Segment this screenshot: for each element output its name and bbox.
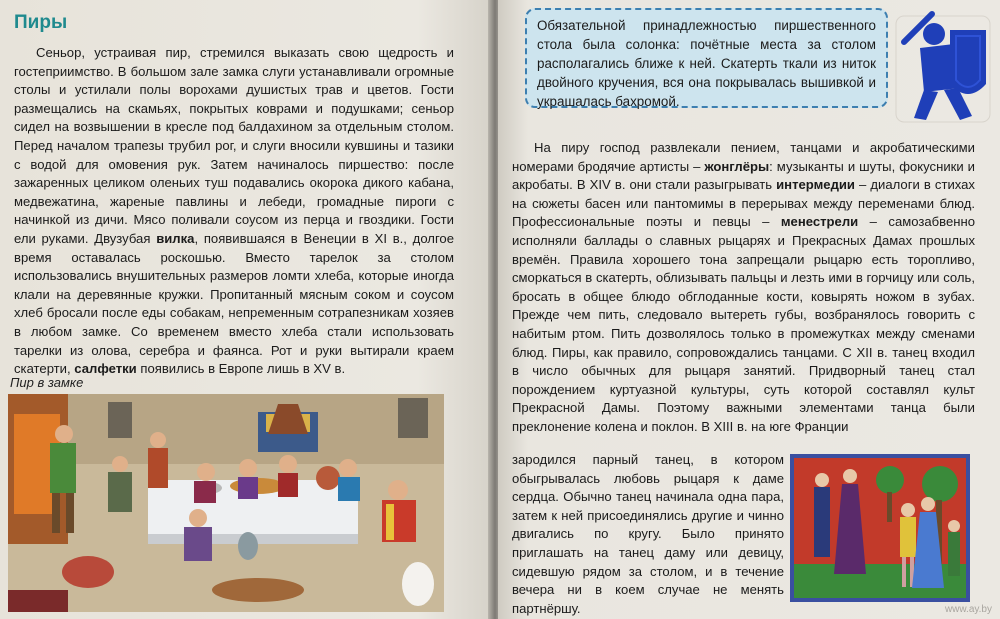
term-minstrels: менестрели <box>780 214 859 230</box>
left-page <box>0 0 492 619</box>
text-segment: Сеньор, устраивая пир, стремился выказать свою щедрость и гостеприимство. В большом зале замка слуги устанавливали огромные столы и устилали полы ворохами душистых трав и цветов. Гости размещались на скамьях, покрытых коврами и подушками; сеньор сидел на возвышении в кресле под балдахином за отдельным столом. Перед началом трапезы трубил рог, и слуги вносили кувшины и тазики с водой для омовения рук. Затем начиналось пиршество: после зажаренных целиком оленьих туш подавались окорока дикого кабана, медвежатина, жареные павлины и лебеди, громадные пироги с начинкой из дичи. Мясо поливали соусом из перца и гвоздики. Гости ели руками. Двузубая <box>14 45 454 246</box>
knight-with-shield-icon <box>890 8 994 126</box>
text-segment: – диалоги в стихах на сюжеты басен или пантомимы в перерывах между переменами блюд. Профессиональные поэты и певцы – <box>512 177 975 230</box>
term-intermedia: интермедии <box>776 177 855 193</box>
text-segment: – самозабвенно исполняли баллады о славных рыцарях и Прекрасных Дамах прошлых времён. Правила хорошего тона запрещали рыцарю есть торопливо, сморкаться в скатерть, облизывать пальцы и лезть ими в горчицу или соль, бросать в общее блюдо обглоданные кости, ковырять ножом в зубах. Прежде чем пить, следовало вытереть губы, возбранялось говорить с набитым ртом. Пить дозволялось только в промежутках между сменами блюд. Пиры, как правило, сопровождались танцами. С XII в. танец входил в число обычных для рыцаря занятий. Придворный танец стал порождением куртуазной культуры, суть которой составлял культ Прекрасной Дамы. Поэтому важными элементами танца были преклонение колена и поклон. В XIII в. на юге Франции <box>512 214 975 434</box>
text-segment: появились в Европе лишь в XV в. <box>136 361 346 377</box>
term-napkins: салфетки <box>74 361 137 377</box>
illustration-caption: Пир в замке <box>10 375 84 390</box>
right-body-text <box>512 139 975 437</box>
term-jugglers: жонглёры <box>704 158 770 174</box>
text-segment: На пиру господ развлекали пением, танцами и акробатическими номерами бродячие артисты – <box>512 140 975 174</box>
watermark: www.ay.by <box>944 604 992 615</box>
text-segment: , появившаяся в Венеции в XI в., долгое время оставалась роскошью. Вместо тарелок за столом использовались внушительных размеров ломти хлеба, которые иногда клали на деревянные кружки. Пропитанный мясным соком и соусом хлеб бросали после еды собакам, непременным сотрапезникам хозяев в любом замке. Со временем вместо хлеба стали использовать тарелки из олова, серебра и фаянса. Рот и руки вытирали краем скатерти, <box>14 230 455 377</box>
feast-illustration <box>8 394 444 612</box>
left-body-text <box>14 44 454 379</box>
term-fork: вилка <box>156 230 195 246</box>
dance-illustration <box>790 454 970 602</box>
text-segment: : музыканты и шуты, фокусники и акробаты. В XIV в. они стали разыгрывать <box>512 158 975 193</box>
right-body-text-continued: зародился парный танец, в котором обыгрывалась любовь рыцаря к даме сердца. Обычно танец начинала одна пара, затем к ней присоединялись другие и чинно двигались по кругу. Было принято приглашать на танец даму или девицу, сидевшую рядом за столом, и в течение вечера ни в коем случае не менять партнёршу. <box>512 452 784 616</box>
section-heading: Пиры <box>14 12 68 33</box>
info-box: Обязательной принадлежностью пиршественного стола была солонка: почётные места за столом располагались ближе к ней. Скатерть ткали из ниток двойного кручения, вся она покрывалась вышивкой и украшалась бахромой. <box>525 8 888 108</box>
